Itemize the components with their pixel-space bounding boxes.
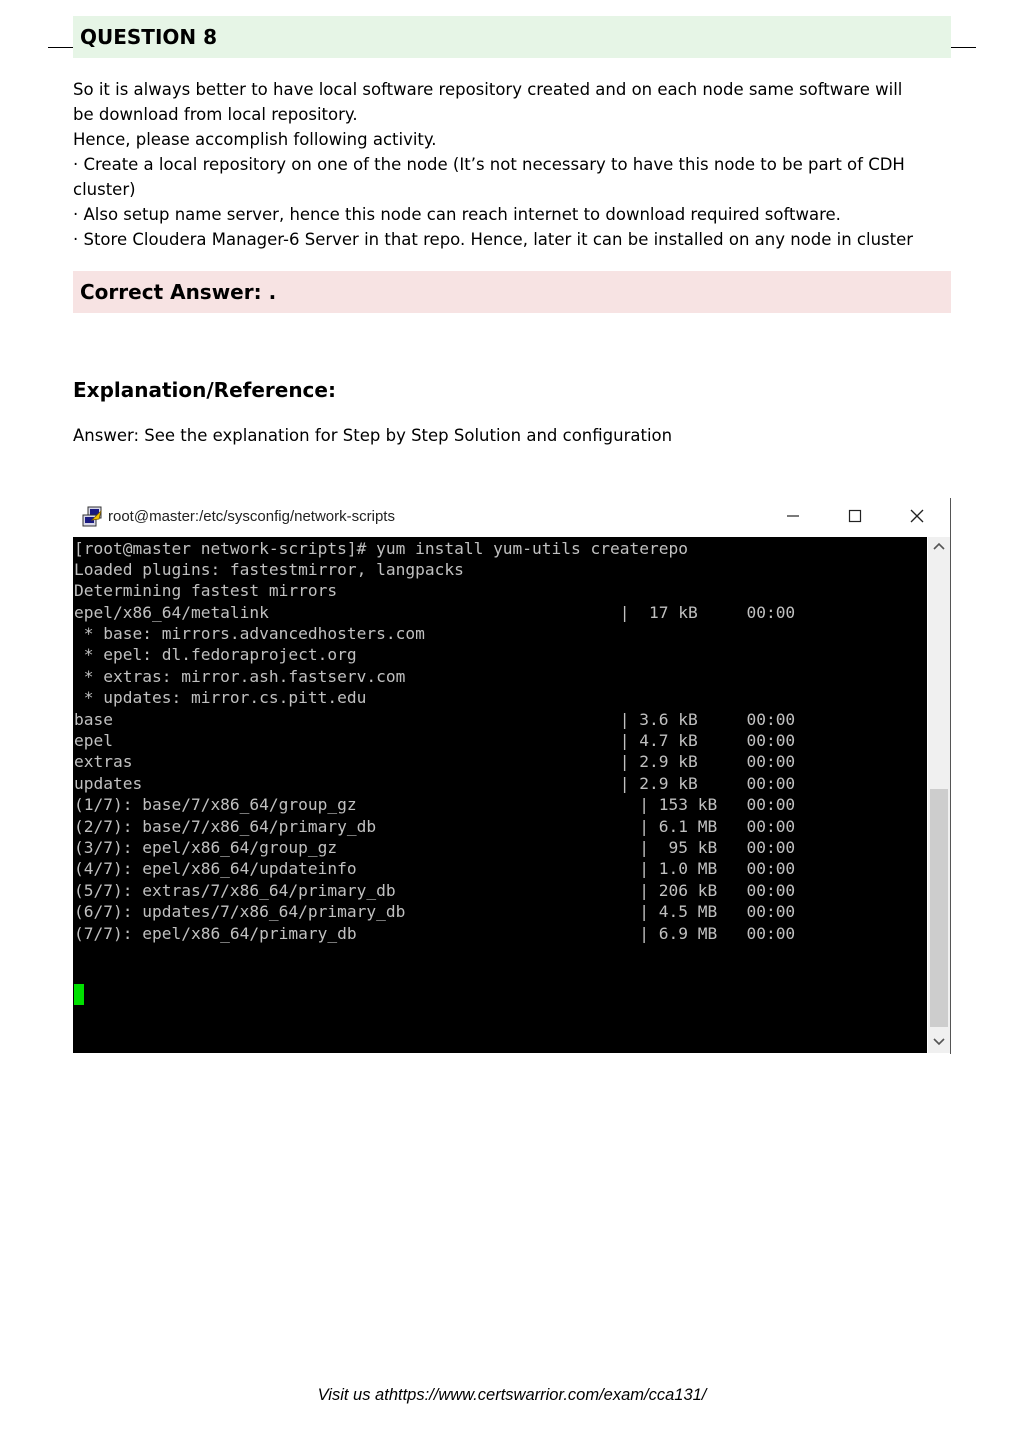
terminal-titlebar <box>73 498 950 537</box>
footer-link[interactable]: Visit us athttps://www.certswarrior.com/exam/cca131/ <box>317 1386 707 1404</box>
terminal-line: base | 3.6 kB 00:00 <box>74 710 796 729</box>
terminal-line: * extras: mirror.ash.fastserv.com <box>74 667 406 686</box>
question-title: QUESTION 8 <box>73 16 951 58</box>
terminal-line: * updates: mirror.cs.pitt.edu <box>74 688 367 707</box>
terminal-line: (3/7): epel/x86_64/group_gz | 95 kB 00:00 <box>74 838 796 857</box>
question-line: · Store Cloudera Manager-6 Server in that repo. Hence, later it can be installed on any node in cluster <box>73 230 914 249</box>
question-line: So it is always better to have local software repository created and on each node same software will <box>73 80 903 99</box>
terminal-line: Loaded plugins: fastestmirror, langpacks <box>74 560 464 579</box>
terminal-line: (6/7): updates/7/x86_64/primary_db | 4.5 MB 00:00 <box>74 902 796 921</box>
terminal-scrollbar[interactable] <box>928 537 950 1053</box>
question-line: Hence, please accomplish following activity. <box>73 130 437 149</box>
explanation-text: Answer: See the explanation for Step by Step Solution and configuration <box>73 426 673 445</box>
question-line: cluster) <box>73 180 136 199</box>
terminal-line: [root@master network-scripts]# yum install yum-utils createrepo <box>74 539 688 558</box>
terminal-line: * base: mirrors.advancedhosters.com <box>74 624 425 643</box>
terminal-line: updates | 2.9 kB 00:00 <box>74 774 796 793</box>
putty-icon <box>81 506 103 528</box>
minimize-icon[interactable] <box>778 502 808 530</box>
question-line: be download from local repository. <box>73 105 358 124</box>
terminal-cursor <box>74 984 84 1005</box>
correct-answer-label: Correct Answer: . <box>73 271 951 313</box>
scroll-down-icon[interactable] <box>931 1033 947 1049</box>
header-rule-left <box>48 47 73 48</box>
terminal-line: (4/7): epel/x86_64/updateinfo | 1.0 MB 00:00 <box>74 859 796 878</box>
scroll-up-icon[interactable] <box>931 539 947 555</box>
explanation-heading: Explanation/Reference: <box>73 378 336 402</box>
terminal-line: (5/7): extras/7/x86_64/primary_db | 206 kB 00:00 <box>74 881 796 900</box>
question-line: · Also setup name server, hence this node can reach internet to download required software. <box>73 205 841 224</box>
question-body <box>73 77 963 252</box>
scrollbar-thumb[interactable] <box>930 789 948 1027</box>
terminal-title: root@master:/etc/sysconfig/network-scripts <box>108 508 395 525</box>
question-line: · Create a local repository on one of the node (It’s not necessary to have this node to be part of CDH <box>73 155 905 174</box>
terminal-line: epel | 4.7 kB 00:00 <box>74 731 796 750</box>
terminal-line: (7/7): epel/x86_64/primary_db | 6.9 MB 00:00 <box>74 924 796 943</box>
terminal-line: extras | 2.9 kB 00:00 <box>74 752 796 771</box>
header-rule-right <box>951 47 976 48</box>
terminal-line: epel/x86_64/metalink | 17 kB 00:00 <box>74 603 796 622</box>
terminal-line: (2/7): base/7/x86_64/primary_db | 6.1 MB 00:00 <box>74 817 796 836</box>
terminal-screenshot <box>73 498 951 1054</box>
terminal-line: * epel: dl.fedoraproject.org <box>74 645 357 664</box>
terminal-output[interactable] <box>73 537 927 1053</box>
close-icon[interactable] <box>902 502 932 530</box>
terminal-line: Determining fastest mirrors <box>74 581 338 600</box>
maximize-icon[interactable] <box>840 502 870 530</box>
terminal-line: (1/7): base/7/x86_64/group_gz | 153 kB 00:00 <box>74 795 796 814</box>
